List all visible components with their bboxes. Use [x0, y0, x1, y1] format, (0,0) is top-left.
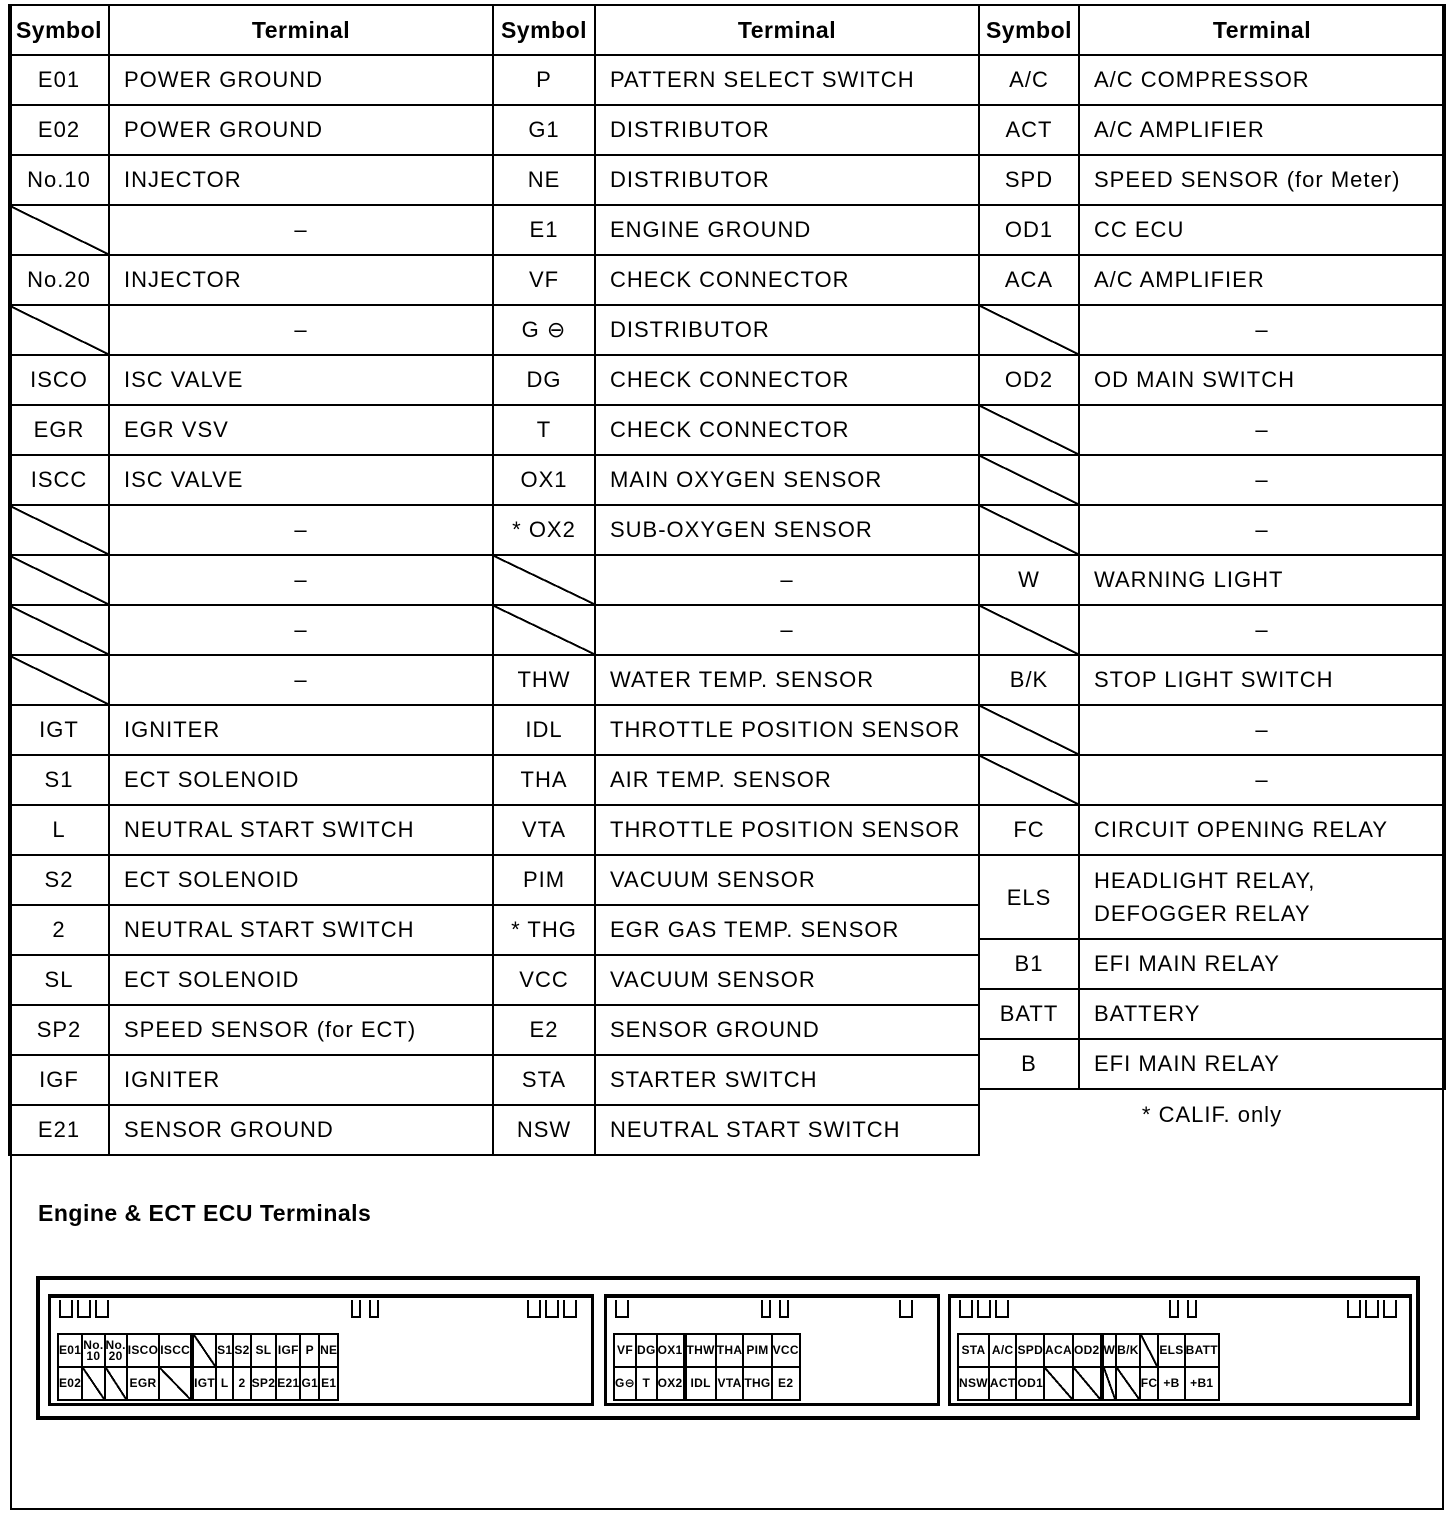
terminal-cell: EGR GAS TEMP. SENSOR [595, 905, 979, 955]
symbol-cell: B/K [979, 655, 1079, 705]
symbol-cell: A/C [979, 55, 1079, 105]
unused-pin [82, 1367, 104, 1400]
table-row [493, 205, 979, 255]
symbol-cell: ACA [979, 255, 1079, 305]
terminal-cell: THROTTLE POSITION SENSOR [595, 705, 979, 755]
terminal-cell: – [1079, 605, 1445, 655]
connector-key-notch [563, 1300, 577, 1318]
symbol-cell: * OX2 [493, 505, 595, 555]
terminal-cell: CHECK CONNECTOR [595, 355, 979, 405]
symbol-cell: IGF [9, 1055, 109, 1105]
terminal-cell: ECT SOLENOID [109, 955, 493, 1005]
unused-symbol-cell [493, 555, 595, 605]
terminal-cell: – [595, 605, 979, 655]
symbol-cell: PIM [493, 855, 595, 905]
table-row [9, 55, 493, 105]
unused-pin [105, 1367, 127, 1400]
symbol-cell: THA [493, 755, 595, 805]
unused-symbol-cell [9, 305, 109, 355]
table-row [493, 1105, 979, 1155]
connector-pin: E1 [319, 1367, 338, 1400]
unused-symbol-cell [9, 655, 109, 705]
terminal-cell: BATTERY [1079, 989, 1445, 1039]
table-row [493, 405, 979, 455]
terminal-cell: INJECTOR [109, 255, 493, 305]
terminal-cell: EGR VSV [109, 405, 493, 455]
terminal-cell: SUB-OXYGEN SENSOR [595, 505, 979, 555]
symbol-cell: 2 [9, 905, 109, 955]
connector-pin: BATT [1185, 1334, 1219, 1367]
table-row [979, 705, 1445, 755]
connector-pin: G1 [300, 1367, 319, 1400]
symbol-header: Symbol [9, 5, 109, 55]
table-row [9, 205, 493, 255]
connector-key-notch [899, 1300, 913, 1318]
connector-pin: A/C [989, 1334, 1017, 1367]
terminal-cell: IGNITER [109, 705, 493, 755]
table-row [493, 1055, 979, 1105]
symbol-cell: No.10 [9, 155, 109, 205]
ecu-terminals-title: Engine & ECT ECU Terminals [38, 1200, 372, 1226]
symbol-cell: IGT [9, 705, 109, 755]
connector-key-notch [1187, 1300, 1197, 1318]
unused-pin [1103, 1367, 1117, 1400]
connector-pin: OD1 [1016, 1367, 1044, 1400]
connector-row-top [958, 1334, 1219, 1367]
unused-pin [193, 1334, 216, 1367]
connector-pin: S1 [216, 1334, 233, 1367]
table-row [979, 255, 1445, 305]
unused-symbol-cell [979, 455, 1079, 505]
connector-pin: E02 [58, 1367, 82, 1400]
unused-pin [1116, 1367, 1140, 1400]
terminal-cell: WATER TEMP. SENSOR [595, 655, 979, 705]
symbol-cell: E1 [493, 205, 595, 255]
terminal-cell: – [1079, 705, 1445, 755]
terminal-header: Terminal [595, 5, 979, 55]
connector-pin: ACA [1044, 1334, 1073, 1367]
terminal-cell: A/C AMPLIFIER [1079, 255, 1445, 305]
connector-pin: IGF [276, 1334, 300, 1367]
symbol-cell: E02 [9, 105, 109, 155]
terminal-cell: DISTRIBUTOR [595, 155, 979, 205]
terminal-cell: A/C AMPLIFIER [1079, 105, 1445, 155]
unused-symbol-cell [979, 505, 1079, 555]
symbol-cell: VTA [493, 805, 595, 855]
symbol-cell: VF [493, 255, 595, 305]
unused-symbol-cell [979, 605, 1079, 655]
table-row [9, 1105, 493, 1155]
symbol-cell: E01 [9, 55, 109, 105]
terminal-cell: VACUUM SENSOR [595, 955, 979, 1005]
terminal-cell: NEUTRAL START SWITCH [109, 805, 493, 855]
table-row [493, 805, 979, 855]
connector-key-notch [977, 1300, 991, 1318]
unused-pin [159, 1367, 191, 1400]
terminal-cell: A/C COMPRESSOR [1079, 55, 1445, 105]
terminal-cell: EFI MAIN RELAY [1079, 1039, 1445, 1089]
terminal-header: Terminal [109, 5, 493, 55]
symbol-cell: IDL [493, 705, 595, 755]
terminal-cell: WARNING LIGHT [1079, 555, 1445, 605]
table-row [9, 1005, 493, 1055]
connector-pin: OD2 [1073, 1334, 1101, 1367]
unused-symbol-cell [979, 755, 1079, 805]
table-row [493, 705, 979, 755]
terminal-cell: NEUTRAL START SWITCH [109, 905, 493, 955]
terminal-cell: – [1079, 305, 1445, 355]
symbol-cell: OD2 [979, 355, 1079, 405]
connector-pin: ELS [1158, 1334, 1184, 1367]
terminal-cell: EFI MAIN RELAY [1079, 939, 1445, 989]
connector-key-notch [1383, 1300, 1397, 1318]
connector-block-3 [948, 1294, 1412, 1406]
symbol-cell: E21 [9, 1105, 109, 1155]
terminal-cell: – [109, 655, 493, 705]
table-row [979, 205, 1445, 255]
table-row [979, 939, 1445, 989]
connector-pin: W [1103, 1334, 1117, 1367]
unused-pin [1073, 1367, 1101, 1400]
symbol-cell: B1 [979, 939, 1079, 989]
connector-pin: +B1 [1185, 1367, 1219, 1400]
connector-pin: DG [636, 1334, 657, 1367]
terminal-header: Terminal [1079, 5, 1445, 55]
note-row [979, 1089, 1445, 1139]
connector-block-2 [604, 1294, 940, 1406]
connector-pin: THG [743, 1367, 771, 1400]
connector-pin: VF [614, 1334, 636, 1367]
connector-pin: +B [1158, 1367, 1184, 1400]
connector-pin: SP2 [251, 1367, 277, 1400]
unused-pin [1044, 1367, 1073, 1400]
symbol-cell: ACT [979, 105, 1079, 155]
connector-key-notch [95, 1300, 109, 1318]
table-row [9, 605, 493, 655]
connector-key-notch [369, 1300, 379, 1318]
connector-pin: IDL [686, 1367, 716, 1400]
symbol-cell: ISCC [9, 455, 109, 505]
unused-symbol-cell [9, 205, 109, 255]
terminal-cell: NEUTRAL START SWITCH [595, 1105, 979, 1155]
table-row [9, 455, 493, 505]
table-row [9, 905, 493, 955]
terminal-cell: ISC VALVE [109, 355, 493, 405]
connector-pin: EGR [127, 1367, 160, 1400]
terminal-cell: IGNITER [109, 1055, 493, 1105]
table-row [493, 905, 979, 955]
terminal-cell: SENSOR GROUND [109, 1105, 493, 1155]
table-row [9, 405, 493, 455]
table-row [979, 505, 1445, 555]
connector-pin: OX1 [657, 1334, 684, 1367]
connector-row-bottom [58, 1367, 338, 1400]
terminal-cell: – [109, 205, 493, 255]
terminal-cell: ECT SOLENOID [109, 755, 493, 805]
table-row [979, 655, 1445, 705]
symbol-cell: G ⊖ [493, 305, 595, 355]
symbol-cell: P [493, 55, 595, 105]
terminal-cell: PATTERN SELECT SWITCH [595, 55, 979, 105]
symbol-header: Symbol [979, 5, 1079, 55]
connector-key-notch [77, 1300, 91, 1318]
table-row [979, 105, 1445, 155]
terminal-cell: – [1079, 505, 1445, 555]
unused-symbol-cell [979, 405, 1079, 455]
unused-symbol-cell [9, 555, 109, 605]
table-row [9, 1055, 493, 1105]
symbol-cell: S1 [9, 755, 109, 805]
terminal-cell: CHECK CONNECTOR [595, 405, 979, 455]
table-row [9, 755, 493, 805]
table-row [9, 155, 493, 205]
connector-pin: P [300, 1334, 319, 1367]
unused-pin [1140, 1334, 1159, 1367]
connector-pin: NSW [958, 1367, 989, 1400]
table-row [493, 255, 979, 305]
connector-pin: IGT [193, 1367, 216, 1400]
unused-symbol-cell [979, 305, 1079, 355]
table-row [493, 305, 979, 355]
table-row [9, 705, 493, 755]
table-row [493, 455, 979, 505]
terminal-cell: MAIN OXYGEN SENSOR [595, 455, 979, 505]
symbol-cell: SL [9, 955, 109, 1005]
terminal-cell: DISTRIBUTOR [595, 105, 979, 155]
terminal-cell: AIR TEMP. SENSOR [595, 755, 979, 805]
connector-row-bottom [958, 1367, 1219, 1400]
terminal-cell: THROTTLE POSITION SENSOR [595, 805, 979, 855]
terminal-cell: – [1079, 405, 1445, 455]
unused-symbol-cell [9, 605, 109, 655]
symbol-cell: ELS [979, 855, 1079, 939]
connector-pin: E2 [772, 1367, 800, 1400]
terminal-cell: VACUUM SENSOR [595, 855, 979, 905]
table-row [9, 505, 493, 555]
connector-key-notch [779, 1300, 789, 1318]
table-row [9, 955, 493, 1005]
connector-pin: G⊖ [614, 1367, 636, 1400]
terminal-table-2 [492, 4, 980, 1156]
unused-symbol-cell [493, 605, 595, 655]
terminal-cell: ECT SOLENOID [109, 855, 493, 905]
symbol-cell: No.20 [9, 255, 109, 305]
table-row [493, 855, 979, 905]
terminal-cell: POWER GROUND [109, 105, 493, 155]
symbol-cell: VCC [493, 955, 595, 1005]
connector-key-notch [615, 1300, 629, 1318]
table-row [493, 505, 979, 555]
symbol-cell: STA [493, 1055, 595, 1105]
terminal-cell: – [109, 305, 493, 355]
connector-pin: E21 [276, 1367, 300, 1400]
table-row [979, 755, 1445, 805]
terminal-cell: OD MAIN SWITCH [1079, 355, 1445, 405]
connector-pin: SPD [1016, 1334, 1044, 1367]
terminal-cell: – [109, 505, 493, 555]
symbol-cell: T [493, 405, 595, 455]
symbol-cell: ISCO [9, 355, 109, 405]
terminal-table-3 [978, 4, 1446, 1139]
symbol-cell: FC [979, 805, 1079, 855]
table-row [493, 605, 979, 655]
table-row [979, 405, 1445, 455]
symbol-cell: THW [493, 655, 595, 705]
connector-key-notch [1365, 1300, 1379, 1318]
connector-pin: NE [319, 1334, 338, 1367]
connector-pin: ACT [989, 1367, 1017, 1400]
connector-pin: VCC [772, 1334, 800, 1367]
table-row [9, 655, 493, 705]
calif-note: * CALIF. only [1141, 1101, 1283, 1127]
table-row [979, 989, 1445, 1039]
connector-pin: 2 [233, 1367, 250, 1400]
table-row [979, 605, 1445, 655]
connector-pin: THW [686, 1334, 716, 1367]
table-row [979, 805, 1445, 855]
terminal-cell: STARTER SWITCH [595, 1055, 979, 1105]
terminal-cell: – [1079, 755, 1445, 805]
symbol-cell: W [979, 555, 1079, 605]
terminal-cell: SENSOR GROUND [595, 1005, 979, 1055]
symbol-cell: OD1 [979, 205, 1079, 255]
table-row [9, 255, 493, 305]
connector-pin: PIM [743, 1334, 771, 1367]
symbol-cell: S2 [9, 855, 109, 905]
table-row [979, 455, 1445, 505]
symbol-cell: NSW [493, 1105, 595, 1155]
table-row [493, 755, 979, 805]
terminal-cell: ENGINE GROUND [595, 205, 979, 255]
connector-pin: T [636, 1367, 657, 1400]
connector-pin: OX2 [657, 1367, 684, 1400]
symbol-cell: SP2 [9, 1005, 109, 1055]
connector-pin: FC [1140, 1367, 1159, 1400]
table-row [979, 855, 1445, 939]
symbol-cell: SPD [979, 155, 1079, 205]
table-row [9, 555, 493, 605]
connector-key-notch [59, 1300, 73, 1318]
terminal-cell: DISTRIBUTOR [595, 305, 979, 355]
connector-block-1 [48, 1294, 594, 1406]
table-row [9, 805, 493, 855]
symbol-cell: EGR [9, 405, 109, 455]
connector-key-notch [545, 1300, 559, 1318]
table-row [493, 1005, 979, 1055]
terminal-table-1 [8, 4, 494, 1156]
connector-row-bottom [614, 1367, 800, 1400]
terminal-cell: CC ECU [1079, 205, 1445, 255]
symbol-cell: E2 [493, 1005, 595, 1055]
symbol-cell: NE [493, 155, 595, 205]
connector-pin: THA [716, 1334, 744, 1367]
terminal-cell: – [1079, 455, 1445, 505]
table-row [979, 555, 1445, 605]
connector-pin: VTA [716, 1367, 744, 1400]
table-row [9, 355, 493, 405]
terminal-cell: – [109, 605, 493, 655]
connector-key-notch [761, 1300, 771, 1318]
ecu-connector-diagram [36, 1276, 1420, 1420]
connector-pin: SL [251, 1334, 277, 1367]
table-row [9, 855, 493, 905]
terminal-cell: POWER GROUND [109, 55, 493, 105]
terminal-cell: ISC VALVE [109, 455, 493, 505]
connector-key-notch [1347, 1300, 1361, 1318]
terminal-cell: CIRCUIT OPENING RELAY [1079, 805, 1445, 855]
table-row [9, 305, 493, 355]
symbol-cell: * THG [493, 905, 595, 955]
terminal-cell: – [595, 555, 979, 605]
connector-row-top [58, 1334, 338, 1367]
symbol-header: Symbol [493, 5, 595, 55]
table-row [979, 155, 1445, 205]
unused-symbol-cell [9, 505, 109, 555]
terminal-cell: CHECK CONNECTOR [595, 255, 979, 305]
symbol-cell: BATT [979, 989, 1079, 1039]
symbol-cell: OX1 [493, 455, 595, 505]
unused-symbol-cell [979, 705, 1079, 755]
table-row [979, 1039, 1445, 1089]
symbol-cell: B [979, 1039, 1079, 1089]
table-row [979, 55, 1445, 105]
connector-key-notch [959, 1300, 973, 1318]
table-row [493, 355, 979, 405]
symbol-cell: L [9, 805, 109, 855]
connector-pin: S2 [233, 1334, 250, 1367]
connector-pin: L [216, 1367, 233, 1400]
connector-pin: B/K [1116, 1334, 1140, 1367]
connector-pin: E01 [58, 1334, 82, 1367]
terminal-cell: STOP LIGHT SWITCH [1079, 655, 1445, 705]
connector-pin: No. 10 [82, 1334, 104, 1367]
table-row [9, 105, 493, 155]
table-row [493, 155, 979, 205]
connector-key-notch [995, 1300, 1009, 1318]
table-row [493, 555, 979, 605]
terminal-cell: – [109, 555, 493, 605]
connector-row-top [614, 1334, 800, 1367]
terminal-cell: SPEED SENSOR (for Meter) [1079, 155, 1445, 205]
table-row [493, 55, 979, 105]
connector-key-notch [1169, 1300, 1179, 1318]
connector-pin: No. 20 [105, 1334, 127, 1367]
table-row [979, 355, 1445, 405]
connector-key-notch [351, 1300, 361, 1318]
table-row [493, 655, 979, 705]
symbol-cell: G1 [493, 105, 595, 155]
table-row [493, 105, 979, 155]
connector-pin: STA [958, 1334, 989, 1367]
connector-pin: ISCC [159, 1334, 191, 1367]
table-row [979, 305, 1445, 355]
connector-pin: ISCO [127, 1334, 160, 1367]
terminal-cell: HEADLIGHT RELAY, DEFOGGER RELAY [1079, 855, 1445, 939]
table-row [493, 955, 979, 1005]
connector-key-notch [527, 1300, 541, 1318]
symbol-cell: DG [493, 355, 595, 405]
terminal-cell: SPEED SENSOR (for ECT) [109, 1005, 493, 1055]
terminal-cell: INJECTOR [109, 155, 493, 205]
